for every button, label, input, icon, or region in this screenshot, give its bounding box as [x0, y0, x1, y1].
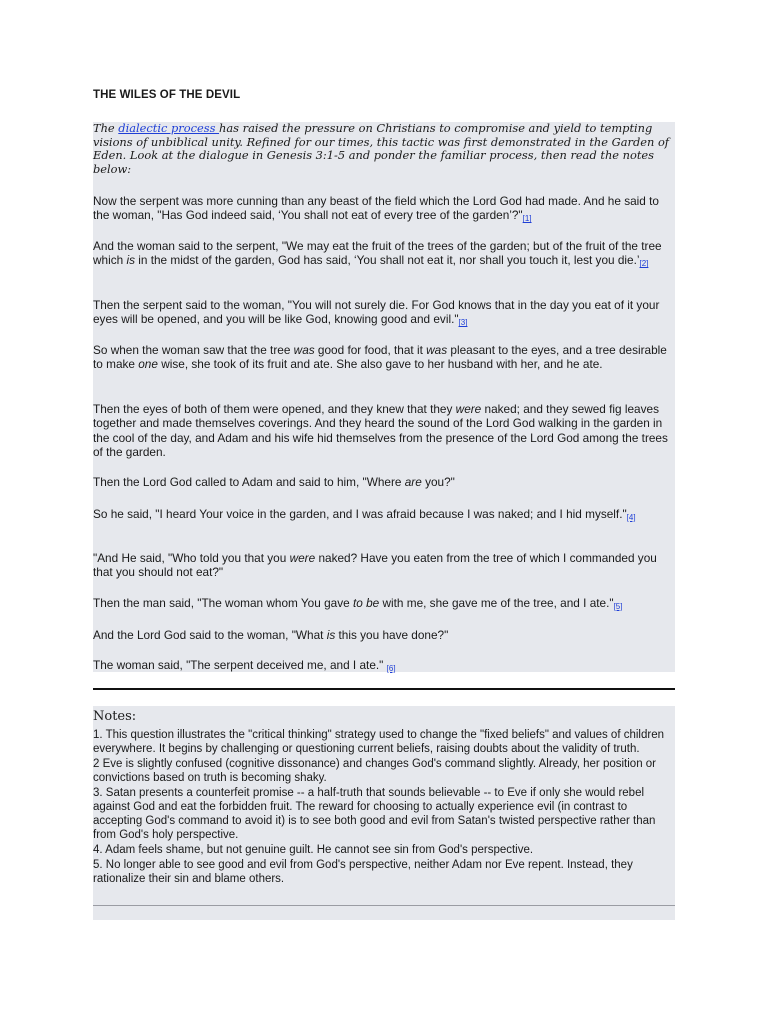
verse-italic-text: was	[426, 343, 448, 357]
verse-text: And the woman said to the serpent, "We may eat the fruit of the trees of the garden; but of the fruit of the tree which	[93, 239, 662, 268]
notes-list	[93, 728, 675, 887]
verse-text: this you have done?"	[335, 628, 449, 642]
footnote-link[interactable]: [4]	[626, 513, 636, 522]
verse-text: The woman said, "The serpent deceived me, and I ate."	[93, 658, 387, 672]
footnote-link[interactable]: [5]	[613, 602, 623, 611]
intro-prefix: The	[93, 121, 119, 135]
verse-text: "And He said, "Who told you that you	[93, 551, 290, 565]
notes-bottom-rule	[93, 905, 675, 906]
verse-italic-text: was	[293, 343, 315, 357]
verse-italic-text: to be	[352, 596, 380, 610]
verse-italic-text: were	[455, 402, 482, 416]
verse-italic-text: are	[404, 475, 422, 489]
verse-text: in the midst of the garden, God has said, ‘You shall not eat it, nor shall you touch it, lest you die.’	[134, 253, 640, 268]
verse-italic-text: one	[138, 357, 158, 372]
verse-text: And the Lord God said to the woman, "What	[93, 628, 327, 642]
verse-paragraph	[93, 507, 675, 523]
verse-text: Then the eyes of both of them were opened, and they knew that they	[93, 402, 456, 416]
verse-text: with me, she gave me of the tree, and I ate."	[379, 596, 614, 610]
verse-paragraph	[93, 194, 675, 225]
verse-paragraph	[93, 475, 675, 489]
note-item: 2 Eve is slightly confused (cognitive dissonance) and changes God's command slightly. Already, her position or convictions based on truth is becoming shaky.	[93, 758, 657, 784]
note-item: 3. Satan presents a counterfeit promise -- a half-truth that sounds believable -- to Eve if only she would rebel against God and eat the forbidden fruit. The reward for choosing to actually experience evil (in contrast to accepting God's command to avoid it) is to see both good and evil from Satan's twisted perspective rather than from God's holy perspective.	[93, 787, 656, 841]
footnote-link[interactable]: [2]	[639, 259, 649, 269]
verse-text: Then the serpent said to the woman, "You will not surely die. For God knows that in the day you eat of it your eyes will be opened, and you will be like God, knowing good and evil."	[93, 298, 660, 327]
verse-italic-text: is	[126, 253, 135, 268]
note-item: 1. This question illustrates the "critical thinking" strategy used to change the "fixed beliefs" and values of children everywhere. It begins by challenging or questioning current beliefs, raising doubts about the validity of truth.	[93, 729, 664, 755]
verse-text: pleasant to the eyes, and a tree desirable to make	[93, 343, 667, 372]
verse-italic-text: were	[289, 551, 316, 565]
verse-paragraph	[93, 658, 675, 674]
verse-paragraph	[93, 343, 675, 372]
footnote-link[interactable]: [1]	[522, 214, 532, 224]
verse-paragraph	[93, 298, 675, 329]
verse-text: good for food, that it	[314, 343, 427, 357]
intro-paragraph	[93, 122, 675, 176]
verse-text: So when the woman saw that the tree	[93, 343, 294, 357]
verse-paragraph	[93, 596, 675, 612]
verse-paragraph	[93, 551, 675, 580]
verse-text: naked? Have you eaten from the tree of which I commanded you that you should not eat?"	[93, 551, 657, 580]
dialectic-process-link[interactable]: dialectic process	[118, 121, 220, 135]
verse-text: So he said, "I heard Your voice in the garden, and I was afraid because I was naked; and I hid myself."	[93, 507, 627, 521]
footnote-link[interactable]: [6]	[386, 664, 396, 673]
section-divider	[93, 688, 675, 690]
verse-text: Then the man said, "The woman whom You gave	[93, 596, 353, 610]
verse-paragraph	[93, 402, 675, 460]
intro-text: has raised the pressure on Christians to compromise and yield to tempting visions of unbiblical unity. Refined for our times, this tactic was first demonstrated in the Garden of Eden. Look at the dialogue in Genesis 3:1-5 and ponder the familiar process, then read the notes below:	[93, 121, 670, 176]
verse-paragraph	[93, 628, 675, 642]
footnote-link[interactable]: [3]	[458, 318, 468, 328]
verse-text: naked; and they sewed fig leaves together and made themselves coverings. And they heard the sound of the Lord God walking in the garden in the cool of the day, and Adam and his wife hid themselves from the presence of the Lord God among the trees of the garden.	[93, 402, 668, 460]
notes-heading: Notes:	[93, 709, 137, 724]
verse-text: Now the serpent was more cunning than any beast of the field which the Lord God had made. And he said to the woman, "Has God indeed said, ‘You shall not eat of every tree of the garden’?"	[93, 194, 659, 223]
verse-italic-text: is	[326, 628, 336, 642]
note-item: 4. Adam feels shame, but not genuine guilt. He cannot see sin from God's perspective.	[93, 844, 534, 856]
document-title: THE WILES OF THE DEVIL	[93, 89, 241, 101]
verse-paragraph	[93, 239, 675, 270]
verse-text: Then the Lord God called to Adam and said to him, "Where	[93, 475, 405, 489]
note-item: 5. No longer able to see good and evil from God's perspective, neither Adam nor Eve repent. Instead, they rationalize their sin and blame others.	[93, 859, 633, 885]
verse-text: wise, she took of its fruit and ate. She also gave to her husband with her, and he ate.	[157, 357, 603, 372]
verse-text: you?"	[421, 475, 455, 489]
